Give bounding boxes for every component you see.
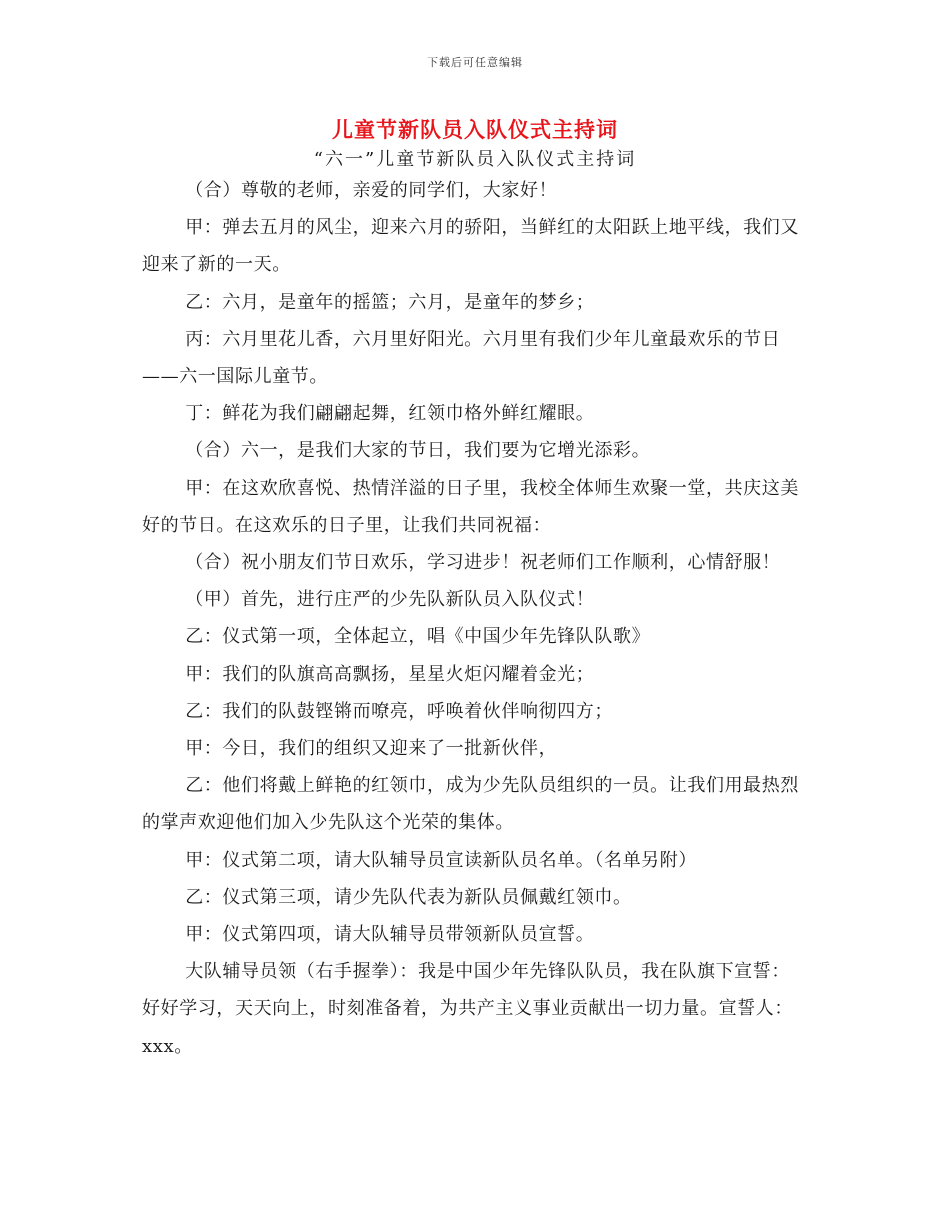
paragraph: 甲：仪式第二项，请大队辅导员宣读新队员名单。（名单另附） <box>185 849 697 871</box>
paragraph: 甲：在这欢欣喜悦、热情洋溢的日子里，我校全体师生欢聚一堂，共庆这美好的节日。在这欢乐的日子里，让我们共同祝福： <box>142 477 799 536</box>
paragraph: 乙：我们的队鼓铿锵而嘹亮，呼唤着伙伴响彻四方； <box>185 700 613 722</box>
paragraph: （合）尊敬的老师，亲爱的同学们，大家好！ <box>185 180 558 201</box>
paragraph: 乙：仪式第一项，全体起立，唱《中国少年先锋队队歌》 <box>185 626 651 648</box>
paragraph: 大队辅导员领（右手握拳）：我是中国少年先锋队队员，我在队旗下宣誓：好好学习，天天向上，时刻准备着，为共产主义事业贡献出一切力量。宣誓人：xxx。 <box>142 961 793 1057</box>
paragraph: 甲：今日，我们的组织又迎来了一批新伙伴， <box>185 738 558 760</box>
document-subtitle: “六一”儿童节新队员入队仪式主持词 <box>313 149 637 170</box>
header-note: 下载后可任意编辑 <box>427 56 523 69</box>
paragraph: （合）六一，是我们大家的节日，我们要为它增光添彩。 <box>185 440 651 462</box>
document-title: 儿童节新队员入队仪式主持词 <box>332 117 618 142</box>
paragraph: （合）祝小朋友们节日欢乐，学习进步！祝老师们工作顺利，心情舒服！ <box>185 552 781 574</box>
paragraph: 乙：六月，是童年的摇篮；六月，是童年的梦乡； <box>185 291 595 313</box>
paragraph: 甲：我们的队旗高高飘扬，星星火炬闪耀着金光； <box>185 663 595 685</box>
paragraph: （甲）首先，进行庄严的少先队新队员入队仪式！ <box>185 589 595 611</box>
paragraph: 乙：他们将戴上鲜艳的红领巾，成为少先队员组织的一员。让我们用最热烈的掌声欢迎他们加入少先队这个光荣的集体。 <box>142 775 799 834</box>
paragraph: 甲：仪式第四项，请大队辅导员带领新队员宣誓。 <box>185 924 595 946</box>
paragraph: 甲：弹去五月的风尘，迎来六月的骄阳，当鲜红的太阳跃上地平线，我们又迎来了新的一天。 <box>142 217 799 276</box>
paragraph: 丙：六月里花儿香，六月里好阳光。六月里有我们少年儿童最欢乐的节日——六一国际儿童节。 <box>142 328 781 388</box>
paragraph: 丁：鲜花为我们翩翩起舞，红领巾格外鲜红耀眼。 <box>185 403 595 425</box>
paragraph: 乙：仪式第三项，请少先队代表为新队员佩戴红领巾。 <box>185 886 632 908</box>
document-body <box>142 172 802 1065</box>
